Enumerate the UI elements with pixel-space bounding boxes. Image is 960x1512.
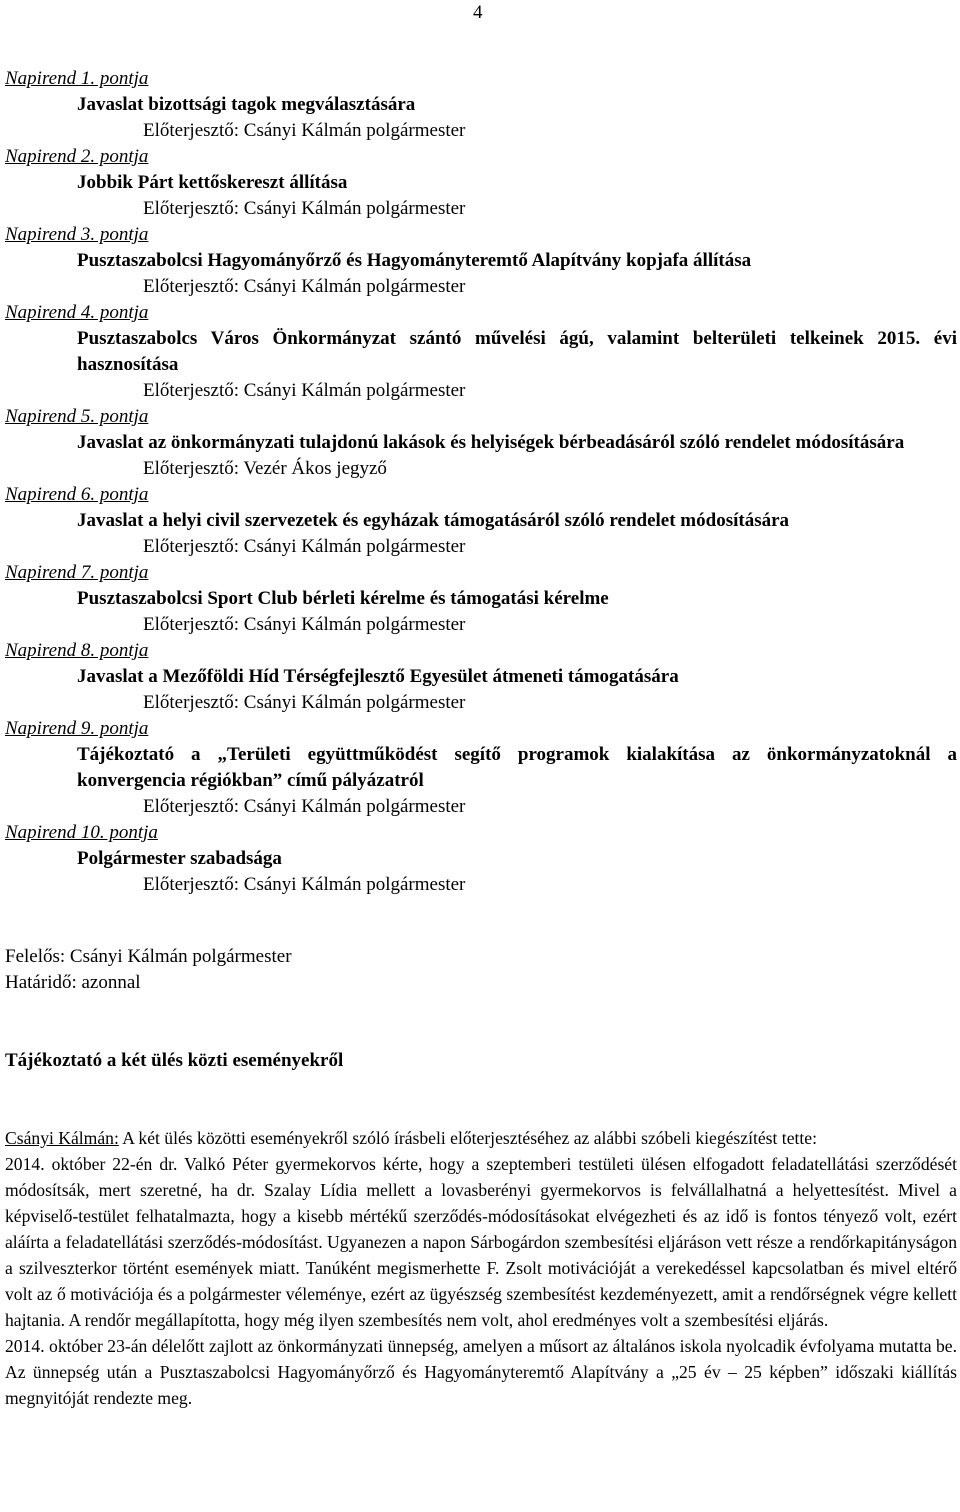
agenda-item-presenter: Előterjesztő: Csányi Kálmán polgármester (143, 120, 466, 141)
agenda-item-heading: Napirend 6. pontja (5, 484, 149, 505)
report-paragraph: 2014. október 22-én dr. Valkó Péter gyermekorvos kérte, hogy a szeptemberi testületi ülésen elfogadott feladatellátási szerződését módosítsák, mert szeretné, ha dr. Szalay Lídia mellett a lovasberényi gyermekorvos is felvállalhatná a helyettesítést. Mivel a képviselő-testület felhatalmazta, hogy a kisebb mértékű szerződés-módosításokat elvégezheti és az idő is fontos tényező volt, ezért aláírta a feladatellátási szerződés-módosítást. Ugyanezen a napon Sárbogárdon szembesítési eljáráson vett része a rendőrkapitányságon a szilveszterkor történt események miatt. Tanúként megismerhette F. Zsolt motivációját a verekedéssel kapcsolatban és mivel eltérő volt az ő motivációja és a polgármester véleménye, ezért az ügyészség szembesítést kezdeményezett, amit a rendőrségnek végre kellett hajtania. A rendőr megállapította, hogy még ilyen szembesítés nem volt, ahol eredményes volt a szembesítési eljárás. (5, 1154, 957, 1330)
responsibility-block (5, 944, 292, 996)
agenda-item-heading: Napirend 5. pontja (5, 406, 149, 427)
agenda-item-title: Tájékoztató a „Területi együttműködést segítő programok kialakítása az önkormányzatoknál a konvergencia régiókban” című pályázatról (77, 744, 957, 791)
agenda-item-title: Polgármester szabadsága (77, 848, 282, 869)
agenda-item-presenter: Előterjesztő: Csányi Kálmán polgármester (143, 380, 466, 401)
report-title: Tájékoztató a két ülés közti eseményekről (5, 1050, 344, 1071)
agenda-item (5, 404, 957, 482)
agenda-item-presenter: Előterjesztő: Csányi Kálmán polgármester (143, 198, 466, 219)
agenda-item (5, 638, 957, 716)
speaker-name: Csányi Kálmán: (5, 1128, 119, 1148)
agenda-item-heading: Napirend 7. pontja (5, 562, 149, 583)
agenda-item-heading: Napirend 3. pontja (5, 224, 149, 245)
agenda-item-title: Javaslat a Mezőföldi Híd Térségfejlesztő Egyesület átmeneti támogatására (77, 666, 679, 687)
agenda-item-heading: Napirend 4. pontja (5, 302, 149, 323)
agenda-list (5, 66, 957, 898)
report-paragraph: 2014. október 23-án délelőtt zajlott az önkormányzati ünnepség, amelyen a műsort az általános iskola nyolcadik évfolyama mutatta be. Az ünnepség után a Pusztaszabolcsi Hagyományőrző és Hagyományteremtő Alapítvány a „25 év – 25 képben” időszaki kiállítás megnyitóját rendezte meg. (5, 1336, 957, 1408)
agenda-item-title: Javaslat a helyi civil szervezetek és egyházak támogatásáról szóló rendelet módosítására (77, 510, 790, 531)
agenda-item (5, 482, 957, 560)
agenda-item-presenter: Előterjesztő: Csányi Kálmán polgármester (143, 276, 466, 297)
agenda-item-heading: Napirend 9. pontja (5, 718, 149, 739)
agenda-item-presenter: Előterjesztő: Csányi Kálmán polgármester (143, 874, 466, 895)
report-body (5, 1125, 957, 1411)
agenda-item-heading: Napirend 8. pontja (5, 640, 149, 661)
agenda-item-title: Pusztaszabolcsi Hagyományőrző és Hagyományteremtő Alapítvány kopjafa állítása (77, 250, 752, 271)
agenda-item (5, 820, 957, 898)
agenda-item (5, 222, 957, 300)
agenda-item (5, 66, 957, 144)
agenda-item-title: Javaslat az önkormányzati tulajdonú lakások és helyiségek bérbeadásáról szóló rendelet módosítására (77, 432, 905, 453)
agenda-item-title: Pusztaszabolcsi Sport Club bérleti kérelme és támogatási kérelme (77, 588, 609, 609)
agenda-item-heading: Napirend 10. pontja (5, 822, 158, 843)
page-number: 4 (473, 2, 483, 23)
agenda-item-presenter: Előterjesztő: Csányi Kálmán polgármester (143, 692, 466, 713)
agenda-item-heading: Napirend 1. pontja (5, 68, 149, 89)
agenda-item-title: Pusztaszabolcs Város Önkormányzat szántó művelési ágú, valamint belterületi telkeinek 2015. évi hasznosítása (77, 328, 957, 375)
agenda-item-presenter: Előterjesztő: Csányi Kálmán polgármester (143, 536, 466, 557)
agenda-item (5, 560, 957, 638)
responsible-line: Felelős: Csányi Kálmán polgármester (5, 946, 292, 967)
agenda-item-presenter: Előterjesztő: Csányi Kálmán polgármester (143, 796, 466, 817)
agenda-item-title: Jobbik Párt kettőskereszt állítása (77, 172, 348, 193)
agenda-item (5, 716, 957, 820)
agenda-item (5, 144, 957, 222)
report-intro-text: A két ülés közötti eseményekről szóló írásbeli előterjesztéséhez az alábbi szóbeli kiegészítést tette: (118, 1128, 817, 1148)
agenda-item-presenter: Előterjesztő: Csányi Kálmán polgármester (143, 614, 466, 635)
deadline-line: Határidő: azonnal (5, 972, 141, 993)
report-intro (5, 1125, 957, 1151)
agenda-item-presenter: Előterjesztő: Vezér Ákos jegyző (143, 458, 387, 479)
agenda-item (5, 300, 957, 404)
agenda-item-title: Javaslat bizottsági tagok megválasztására (77, 94, 416, 115)
agenda-item-heading: Napirend 2. pontja (5, 146, 149, 167)
